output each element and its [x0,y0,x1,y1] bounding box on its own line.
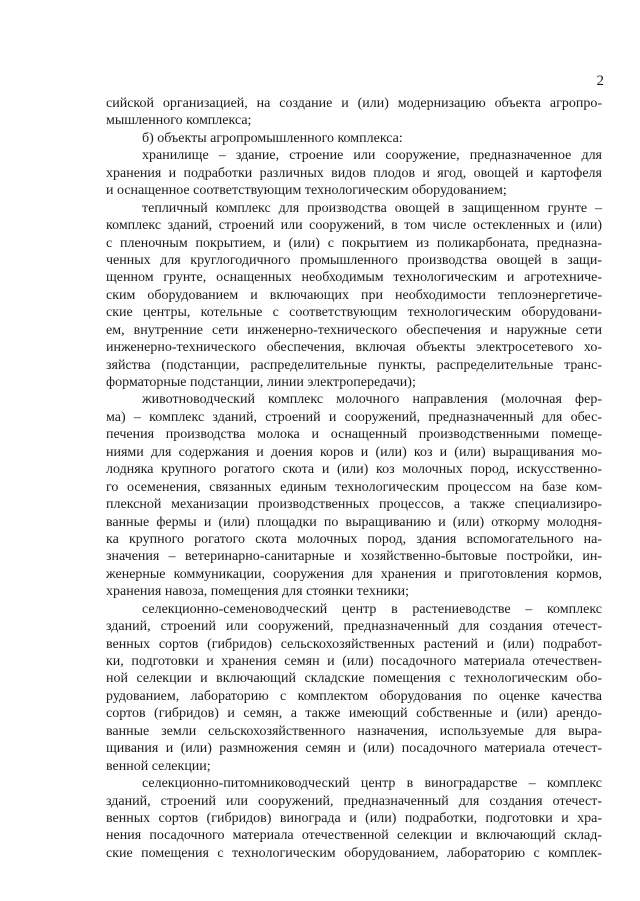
text-line: хранения навоза, помещения для стоянки техники; [106,584,409,600]
page-number: 2 [596,73,604,89]
text-line: ские центры, котельные с соответствующим технологическим оборудовани- [106,305,602,321]
text-line: печения производства молока и оснащенный производственными помеще- [106,427,602,443]
text-line: б) объекты агропромышленного комплекса: [142,130,403,146]
text-line: зданий, строений или сооружений, предназначенный для создания отечест- [106,793,602,809]
text-line: с пленочным покрытием, и (или) с покрытием из поликарбоната, предназна- [106,235,602,251]
text-line: щивания и (или) размножения семян и (или) посадочного материала отечест- [106,741,602,757]
text-line: венной селекции; [106,758,211,774]
text-line: ским оборудованием и включающих при необходимости теплоэнергетиче- [106,287,602,303]
text-line: ниями для содержания и доения коров и (или) коз и (или) выращивания мо- [106,444,602,460]
text-line: нения посадочного материала отечественной селекции и включающий склад- [106,828,602,844]
text-line: селекционно-питомниководческий центр в виноградарстве – комплекс [142,776,602,792]
text-line: зяйства (подстанции, распределительные пункты, распределительные транс- [106,357,602,373]
text-line: лодняка крупного рогатого скота и (или) коз молочных пород, искусственно- [106,462,602,478]
text-line: ма) – комплекс зданий, строений и сооружений, предназначенный для обес- [106,409,602,425]
text-line: сийской организацией, на создание и (или) модернизацию объекта агропро- [106,96,602,111]
text-line: значения – ветеринарно-санитарные и хозяйственно-бытовые постройки, ин- [106,549,602,565]
text-line: ванные фермы и (или) площадки по выращиванию и (или) откорму молодня- [106,514,602,530]
text-line: рудованием, лабораторию с комплектом оборудования по оценке качества [106,688,602,704]
text-line: плексной механизации производственных процессов, а также специализиро- [106,497,602,513]
text-line: ем, внутренние сети инженерно-технического обеспечения и наружные сети [106,322,602,338]
text-line: ванные земли сельскохозяйственного назначения, используемые для выра- [106,723,602,739]
text-line: сортов (гибридов) и семян, а также имеющий собственные и (или) арендо- [106,706,602,722]
text-line: форматорные подстанции, линии электропередачи); [106,375,416,390]
text-line: ной селекции и включающий складские помещения с технологическим обо- [106,671,602,687]
text-line: и оснащенное соответствующим технологическим оборудованием; [106,183,507,199]
text-line: комплекс зданий, строений или сооружений, в том числе остекленных и (или) [106,218,602,234]
text-line: венных сортов (гибридов) винограда и (или) подработки, подготовки и хра- [106,810,602,826]
text-line: щенном грунте, оснащенных необходимым технологическим и агротехниче- [106,270,602,286]
text-line: животноводческий комплекс молочного направления (молочная фер- [142,392,602,408]
text-line: го осеменения, связанных единым технологическим процессом на базе ком- [106,479,602,495]
text-line: хранилище – здание, строение или сооружение, предназначенное для [142,148,602,164]
text-line: тепличный комплекс для производства овощей в защищенном грунте – [142,200,602,216]
text-line: ка крупного рогатого скота молочных пород, здания вспомогательного на- [106,531,602,547]
text-line: зданий, строений или сооружений, предназначенный для создания отечест- [106,619,602,635]
text-line: ские помещения с технологическим оборудованием, лабораторию с комплек- [106,845,602,861]
text-line: женерные коммуникации, сооружения для хранения и приготовления кормов, [106,566,602,582]
text-line: хранения и подработки различных видов плодов и ягод, овощей и картофеля [106,165,602,181]
text-line: ченных для круглогодичного промышленного производства овощей в защи- [106,252,602,268]
document-body [106,95,602,862]
text-line: инженерно-технического обеспечения, включая объекты электросетевого хо- [106,340,602,356]
text-line: венных сортов (гибридов) сельскохозяйственных растений и (или) подработ- [106,636,602,652]
text-line: селекционно-семеноводческий центр в растениеводстве – комплекс [142,601,602,617]
text-line: мышленного комплекса; [106,113,252,129]
text-line: ки, подготовки и хранения семян и (или) посадочного материала отечествен- [106,654,602,669]
